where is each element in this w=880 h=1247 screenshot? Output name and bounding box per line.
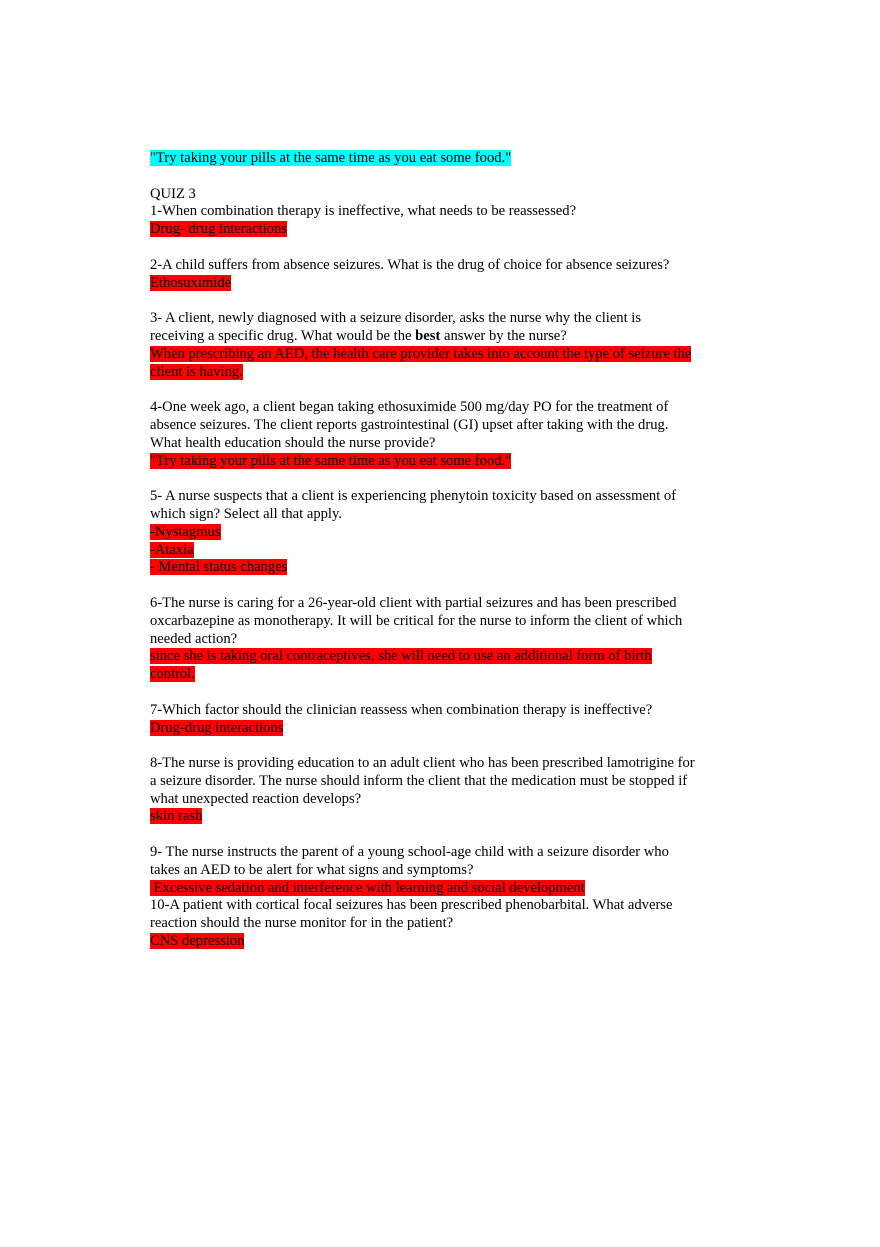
answer-line bbox=[150, 648, 740, 666]
answer-highlight: control. bbox=[150, 666, 195, 683]
spacer bbox=[150, 292, 740, 310]
question-8 bbox=[150, 755, 740, 826]
question-text: 1-When combination therapy is ineffective, what needs to be reassessed? bbox=[150, 203, 577, 220]
question-text: what unexpected reaction develops? bbox=[150, 790, 362, 807]
answer-line bbox=[150, 346, 740, 364]
question-text: reaction should the nurse monitor for in the patient? bbox=[150, 915, 454, 932]
answer-highlight: Drug- drug interactions bbox=[150, 221, 287, 238]
question-text: 10-A patient with cortical focal seizures has been prescribed phenobarbital. What adverse bbox=[150, 897, 673, 914]
answer-line bbox=[150, 275, 740, 293]
answer-highlight: "Try taking your pills at the same time as you eat some food." bbox=[150, 452, 512, 469]
spacer bbox=[150, 470, 740, 488]
question-text: 9- The nurse instructs the parent of a young school-age child with a seizure disorder who bbox=[150, 844, 669, 861]
top-answer-highlight: "Try taking your pills at the same time as you eat some food." bbox=[150, 150, 512, 166]
answer-highlight: since she is taking oral contraceptives, she will need to use an additional form of birth bbox=[150, 648, 652, 665]
question-text: 8-The nurse is providing education to an adult client who has been prescribed lamotrigine for bbox=[150, 755, 695, 772]
question-text-part: answer by the nurse? bbox=[440, 327, 567, 344]
answer-line bbox=[150, 808, 740, 826]
spacer bbox=[150, 381, 740, 399]
question-text: 3- A client, newly diagnosed with a seizure disorder, asks the nurse why the client is bbox=[150, 310, 642, 327]
spacer bbox=[150, 826, 740, 844]
spacer bbox=[150, 737, 740, 755]
answer-line bbox=[150, 542, 740, 560]
question-text: 5- A nurse suspects that a client is experiencing phenytoin toxicity based on assessment of bbox=[150, 488, 677, 505]
answer-highlight: - Mental status changes bbox=[150, 559, 288, 576]
question-text: oxcarbazepine as monotherapy. It will be critical for the nurse to inform the client of which bbox=[150, 612, 683, 629]
spacer bbox=[150, 168, 740, 186]
question-text: a seizure disorder. The nurse should inform the client that the medication must be stopped if bbox=[150, 772, 688, 789]
top-answer-line bbox=[150, 150, 740, 168]
question-text bbox=[150, 328, 740, 346]
answer-highlight: When prescribing an AED, the health care provider takes into account the type of seizure the bbox=[150, 345, 692, 362]
answer-highlight: skin rash bbox=[150, 808, 203, 825]
spacer bbox=[150, 239, 740, 257]
question-text: absence seizures. The client reports gastrointestinal (GI) upset after taking with the drug. bbox=[150, 416, 669, 433]
document-page bbox=[150, 150, 740, 951]
answer-highlight: Drug-drug interactions bbox=[150, 719, 284, 736]
question-6 bbox=[150, 595, 740, 684]
answer-highlight: CNS depression bbox=[150, 933, 245, 950]
question-5 bbox=[150, 488, 740, 577]
question-3 bbox=[150, 310, 740, 381]
answer-line bbox=[150, 559, 740, 577]
spacer bbox=[150, 577, 740, 595]
answer-line bbox=[150, 933, 740, 951]
question-text: 6-The nurse is caring for a 26-year-old client with partial seizures and has been prescribed bbox=[150, 594, 677, 611]
question-text-part: receiving a specific drug. What would be the bbox=[150, 327, 416, 344]
question-7 bbox=[150, 702, 740, 738]
answer-highlight: Ethosuximide bbox=[150, 274, 232, 291]
question-text: 4-One week ago, a client began taking ethosuximide 500 mg/day PO for the treatment of bbox=[150, 399, 669, 416]
answer-highlight: -Nystagmus bbox=[150, 523, 221, 540]
question-text: 7-Which factor should the clinician reassess when combination therapy is ineffective? bbox=[150, 701, 653, 718]
question-10 bbox=[150, 897, 740, 950]
answer-line bbox=[150, 364, 740, 382]
question-4 bbox=[150, 399, 740, 470]
question-text: which sign? Select all that apply. bbox=[150, 505, 342, 522]
answer-line bbox=[150, 453, 740, 471]
question-2 bbox=[150, 257, 740, 293]
quiz-title: QUIZ 3 bbox=[150, 185, 196, 202]
question-9 bbox=[150, 844, 740, 897]
question-text-bold: best bbox=[415, 327, 441, 344]
question-1 bbox=[150, 203, 740, 239]
question-text: takes an AED to be alert for what signs and symptoms? bbox=[150, 861, 474, 878]
answer-highlight: client is having. bbox=[150, 363, 243, 380]
answer-line bbox=[150, 666, 740, 684]
answer-highlight: Excessive sedation and interference with learning and social development bbox=[150, 879, 585, 896]
answer-line bbox=[150, 880, 740, 898]
answer-line bbox=[150, 221, 740, 239]
answer-line bbox=[150, 524, 740, 542]
question-text: 2-A child suffers from absence seizures. What is the drug of choice for absence seizures? bbox=[150, 256, 670, 273]
question-text: needed action? bbox=[150, 630, 238, 647]
answer-highlight: -Ataxia bbox=[150, 541, 194, 558]
question-text: What health education should the nurse provide? bbox=[150, 434, 436, 451]
spacer bbox=[150, 684, 740, 702]
answer-line bbox=[150, 720, 740, 738]
